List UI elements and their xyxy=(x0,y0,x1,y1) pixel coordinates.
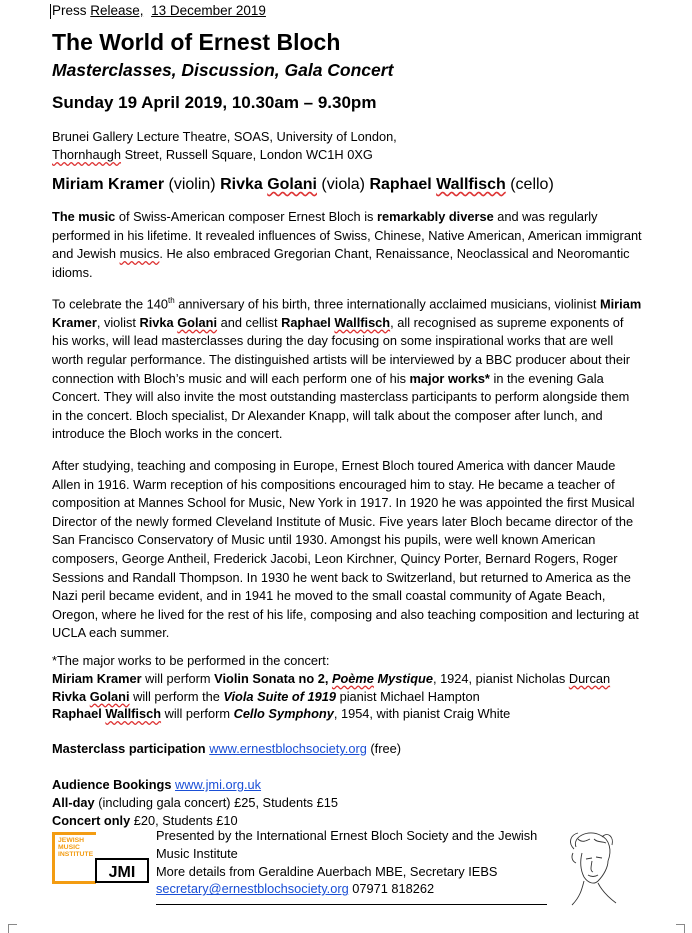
email-link[interactable]: secretary@ernestblochsociety.org xyxy=(156,881,349,897)
audience-bookings: Audience Bookings www.jmi.org.uk All-day (including gala concert) £25, Students £15 Concert only £20, Students £10 xyxy=(52,777,338,828)
presented-by-block: Presented by the International Ernest Bloch Society and the Jewish Music Institute More details from Geraldine Auerbach MBE, Secretary IEBS secretary@ernestblochsociety.org 07971 818262 xyxy=(156,828,538,897)
paragraph-intro: The music of Swiss-American composer Ernest Bloch is remarkably diverse and was regularly performed in his lifetime. It revealed influences of Swiss, Chinese, Native American, American immigrant and Jewish musics. He also embraced Gregorian Chant, Renaissance, Neoclassical and Neoromantic idioms. xyxy=(52,209,642,280)
artists-line: Miriam Kramer (violin) Rivka Golani (viola) Raphael Wallfisch (cello) xyxy=(52,176,554,193)
masterclass-link[interactable]: www.ernestblochsociety.org xyxy=(209,741,367,756)
svg-text:MUSIC: MUSIC xyxy=(58,844,80,851)
svg-text:JMI: JMI xyxy=(108,864,136,881)
bloch-portrait-sketch xyxy=(558,827,620,907)
press-release-line: Press Release, 13 December 2019 xyxy=(52,3,266,18)
work-item: Raphael Wallfisch will perform Cello Symphony, 1954, with pianist Craig White xyxy=(52,706,511,722)
jmi-logo xyxy=(52,832,150,884)
masterclass-line: Masterclass participation www.ernestblochsociety.org (free) xyxy=(52,741,401,756)
venue-address: Brunei Gallery Lecture Theatre, SOAS, University of London, Thornhaugh Street, Russell Square, London WC1H 0XG xyxy=(52,129,397,162)
svg-text:JEWISH: JEWISH xyxy=(58,837,85,844)
page-title: The World of Ernest Bloch xyxy=(52,29,341,55)
work-item: Miriam Kramer will perform Violin Sonata no 2, Poème Mystique, 1924, pianist Nicholas Durcan xyxy=(52,670,611,686)
page-subtitle: Masterclasses, Discussion, Gala Concert xyxy=(52,60,394,80)
svg-text:INSTITUTE: INSTITUTE xyxy=(58,851,94,858)
work-item: Rivka Golani will perform the Viola Suite of 1919 pianist Michael Hampton xyxy=(52,688,480,704)
paragraph-biography: After studying, teaching and composing in Europe, Ernest Bloch toured America with dancer Maude Allen in 1916. Warm reception of his compositions encouraged him to stay. He became a teacher of composition at Mannes School for Music, New York in 1917. In 1920 he was appointed the first Musical Director of the newly formed Cleveland Institute of Music. Five years later Bloch became director of the San Francisco Conservatory of Music until 1930. Amongst his pupils, were well known American composers, George Antheil, Frederick Jacobi, Leon Kirchner, Quincy Porter, Bernard Rogers, Roger Sessions and Randall Thompson. In 1930 he went back to Switzerland, but returned to America as the Nazi peril became evident, and in 1941 he moved to the small coastal community of Agate Beach, Oregon, where he lived for the rest of his life, composing and also teaching composition and lecturing at UCLA each summer. xyxy=(52,458,639,641)
page-corner-mark xyxy=(8,924,17,933)
jmi-link[interactable]: www.jmi.org.uk xyxy=(175,777,262,792)
major-works-list: *The major works to be performed in the concert: Miriam Kramer will perform Violin Sonata no 2, Poème Mystique, 1924, pianist Nicholas Durcan Rivka Golani will perform the Viola Suite of 1919 pianist Michael Hampton Raphael Wallfisch will perform Cello Symphony, 1954, with pianist Craig White xyxy=(52,652,642,723)
footer-rule xyxy=(156,904,547,905)
text-cursor xyxy=(50,4,51,19)
page-corner-mark xyxy=(676,924,685,933)
paragraph-celebration: To celebrate the 140th anniversary of his birth, three internationally acclaimed musicians, violinist Miriam Kramer, violist Rivka Golani and cellist Raphael Wallfisch, all recognised as supreme exponents of his works, will lead masterclasses during the day focusing on some inspirational works that are well worth regular performance. The distinguished artists will be interviewed by a BBC producer about their connection with Bloch’s music and will each perform one of his major works* in the evening Gala Concert. They will also invite the most outstanding masterclass participants to perform alongside them in the concert. Bloch specialist, Dr Alexander Knapp, will talk about the composer after lunch, and introduce the Bloch works in the concert. xyxy=(52,296,642,442)
event-date: Sunday 19 April 2019, 10.30am – 9.30pm xyxy=(52,93,377,112)
